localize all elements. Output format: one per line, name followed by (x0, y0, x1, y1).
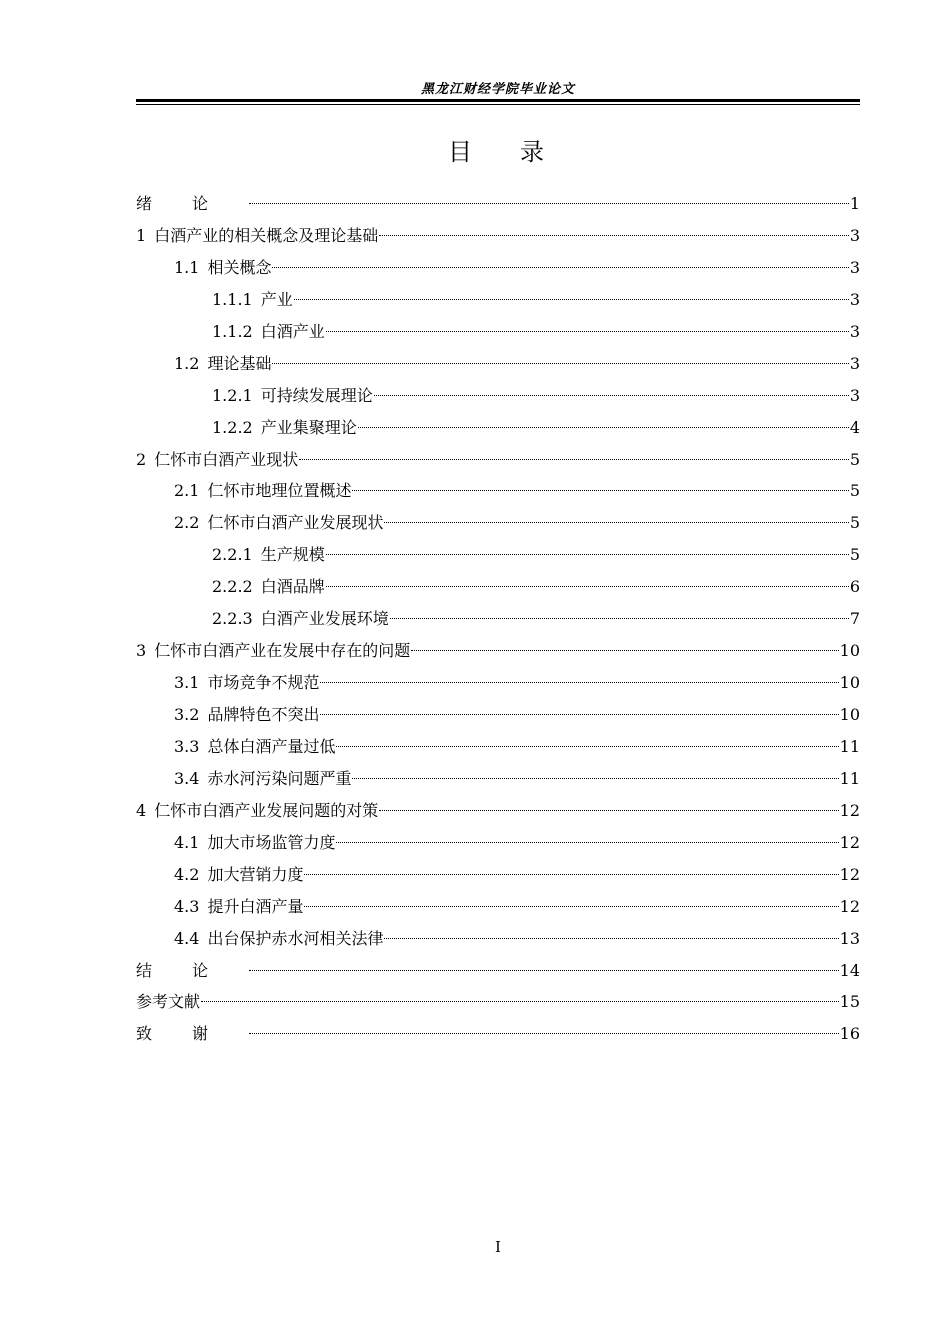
page-title (136, 132, 860, 167)
toc-entry-page: 11 (839, 768, 860, 788)
toc-entry-number: 2.2.1 (212, 545, 253, 565)
toc-entry-title: 提升白酒产量 (207, 896, 304, 916)
dot-leader (411, 649, 838, 651)
toc-entry-number: 2.1 (174, 481, 200, 501)
title-char-2: 录 (520, 138, 548, 166)
toc-entry-title: 仁怀市白酒产业发展问题的对策 (154, 800, 379, 820)
toc-entry-page: 11 (839, 736, 860, 756)
toc-entry-page: 3 (849, 353, 860, 373)
toc-entry-page: 5 (849, 545, 860, 565)
toc-entry[interactable] (136, 507, 860, 539)
toc-entry[interactable] (136, 444, 860, 476)
toc-entry[interactable] (136, 923, 860, 955)
toc-entry-page: 5 (849, 481, 860, 501)
toc-entry[interactable] (136, 891, 860, 923)
dot-leader (320, 713, 838, 715)
toc-entry-title: 仁怀市地理位置概述 (207, 481, 352, 501)
toc-entry-title: 仁怀市白酒产业现状 (154, 449, 299, 469)
toc-entry-title: 仁怀市白酒产业在发展中存在的问题 (154, 641, 411, 661)
toc-entry-title: 白酒品牌 (260, 577, 325, 597)
toc-entry-number: 2.2.2 (212, 577, 253, 597)
toc-entry-page: 3 (849, 289, 860, 309)
toc-entry[interactable] (136, 827, 860, 859)
dot-leader (304, 905, 838, 907)
toc-entry-page: 14 (839, 960, 860, 980)
toc-entry-number: 1.2.1 (212, 385, 253, 405)
toc-entry-number: 2.2 (174, 513, 200, 533)
dot-leader (326, 553, 849, 555)
dot-leader (352, 489, 848, 491)
toc-entry-title: 绪论 (136, 194, 249, 213)
toc-entry-page: 10 (839, 673, 860, 693)
toc-entry-page: 6 (849, 577, 860, 597)
toc-entry[interactable] (136, 1018, 860, 1050)
toc-entry-number: 2 (136, 449, 147, 469)
toc-entry-title: 白酒产业的相关概念及理论基础 (154, 225, 379, 245)
toc-entry[interactable] (136, 220, 860, 252)
toc-entry-number: 3.4 (174, 768, 200, 788)
toc-entry[interactable] (136, 603, 860, 635)
toc-entry[interactable] (136, 986, 860, 1018)
toc-entry-number: 1.1 (174, 257, 200, 277)
dot-leader (304, 873, 838, 875)
toc-entry-number: 4 (136, 800, 147, 820)
toc-entry[interactable] (136, 667, 860, 699)
toc-entry[interactable] (136, 539, 860, 571)
toc-entry-number: 4.1 (174, 832, 200, 852)
dot-leader (379, 809, 838, 811)
toc-entry-page: 5 (849, 449, 860, 469)
toc-entry-page: 3 (849, 385, 860, 405)
toc-entry-page: 3 (849, 321, 860, 341)
toc-entry-page: 1 (849, 194, 860, 213)
toc-entry-title: 产业集聚理论 (260, 417, 357, 437)
toc-entry[interactable] (136, 188, 860, 220)
toc-entry[interactable] (136, 316, 860, 348)
table-of-contents (136, 188, 860, 1050)
toc-entry[interactable] (136, 252, 860, 284)
toc-entry[interactable] (136, 763, 860, 795)
toc-entry-page: 10 (839, 705, 860, 724)
running-header: 黑龙江财经学院毕业论文 (420, 82, 575, 97)
toc-entry-number: 1.1.2 (212, 321, 253, 341)
toc-entry[interactable] (136, 348, 860, 380)
toc-entry-number: 3.1 (174, 673, 200, 693)
dot-leader (294, 298, 849, 300)
toc-entry-title: 市场竞争不规范 (207, 673, 320, 693)
toc-entry[interactable] (136, 412, 860, 444)
toc-entry-number: 4.4 (174, 928, 200, 948)
dot-leader (249, 969, 839, 971)
toc-entry-number: 4.3 (174, 896, 200, 916)
dot-leader (379, 234, 849, 236)
toc-entry-page: 3 (849, 257, 860, 277)
toc-entry-title: 加大营销力度 (207, 864, 304, 884)
dot-leader (249, 1032, 839, 1034)
toc-entry[interactable] (136, 859, 860, 891)
toc-entry-page: 7 (849, 609, 860, 629)
toc-entry-title: 致谢 (136, 1024, 249, 1044)
toc-entry[interactable] (136, 955, 860, 987)
toc-entry-number: 3 (136, 641, 147, 661)
toc-entry-title: 参考文献 (136, 992, 201, 1012)
dot-leader (326, 585, 849, 587)
toc-entry[interactable] (136, 699, 860, 731)
toc-entry-number: 2.2.3 (212, 609, 253, 629)
toc-entry-title: 生产规模 (260, 545, 325, 565)
toc-entry-title: 结论 (136, 960, 249, 980)
toc-entry-title: 仁怀市白酒产业发展现状 (207, 513, 384, 533)
toc-entry-page: 16 (839, 1024, 860, 1044)
toc-entry-title: 白酒产业发展环境 (260, 609, 389, 629)
toc-entry[interactable] (136, 571, 860, 603)
toc-entry-title: 出台保护赤水河相关法律 (207, 928, 384, 948)
dot-leader (390, 617, 849, 619)
toc-entry-number: 1.2.2 (212, 417, 253, 437)
toc-entry-page: 3 (849, 225, 860, 245)
toc-entry-title: 相关概念 (207, 257, 272, 277)
toc-entry[interactable] (136, 731, 860, 763)
toc-entry-title: 白酒产业 (260, 321, 325, 341)
toc-entry-title: 产业 (260, 289, 293, 309)
toc-entry-number: 3.3 (174, 736, 200, 756)
dot-leader (384, 937, 838, 939)
dot-leader (336, 841, 838, 843)
toc-entry-title: 品牌特色不突出 (207, 705, 320, 724)
toc-entry[interactable] (136, 635, 860, 667)
dot-leader (352, 777, 838, 779)
dot-leader (374, 394, 849, 396)
toc-entry-page: 5 (849, 513, 860, 533)
dot-leader (299, 458, 849, 460)
dot-leader (201, 1000, 839, 1002)
toc-entry-page: 10 (839, 641, 860, 661)
header-rule-thin (136, 104, 860, 105)
toc-entry-page: 4 (849, 417, 860, 437)
toc-entry[interactable] (136, 284, 860, 316)
toc-entry[interactable] (136, 795, 860, 827)
toc-entry-page: 12 (839, 800, 860, 820)
toc-entry-number: 1.1.1 (212, 289, 253, 309)
toc-entry-page: 12 (839, 832, 860, 852)
toc-entry-page: 15 (839, 992, 860, 1012)
toc-entry-title: 理论基础 (207, 353, 272, 373)
dot-leader (272, 266, 848, 268)
dot-leader (336, 745, 838, 747)
toc-entry[interactable] (136, 475, 860, 507)
toc-entry-number: 4.2 (174, 864, 200, 884)
toc-entry-page: 13 (839, 928, 860, 948)
dot-leader (384, 521, 848, 523)
toc-entry-title: 加大市场监管力度 (207, 832, 336, 852)
toc-entry-title: 总体白酒产量过低 (207, 736, 336, 756)
toc-entry-number: 1 (136, 225, 147, 245)
toc-entry-number: 3.2 (174, 705, 200, 724)
page-number: I (495, 1238, 501, 1256)
dot-leader (249, 202, 849, 204)
dot-leader (320, 681, 838, 683)
dot-leader (326, 330, 849, 332)
toc-entry-page: 12 (839, 896, 860, 916)
dot-leader (272, 362, 848, 364)
title-char-1: 目 (448, 138, 476, 166)
toc-entry-page: 12 (839, 864, 860, 884)
toc-entry[interactable] (136, 380, 860, 412)
toc-entry-title: 可持续发展理论 (260, 385, 373, 405)
header-rule-thick (136, 99, 860, 102)
toc-entry-number: 1.2 (174, 353, 200, 373)
dot-leader (358, 426, 849, 428)
toc-entry-title: 赤水河污染问题严重 (207, 768, 352, 788)
